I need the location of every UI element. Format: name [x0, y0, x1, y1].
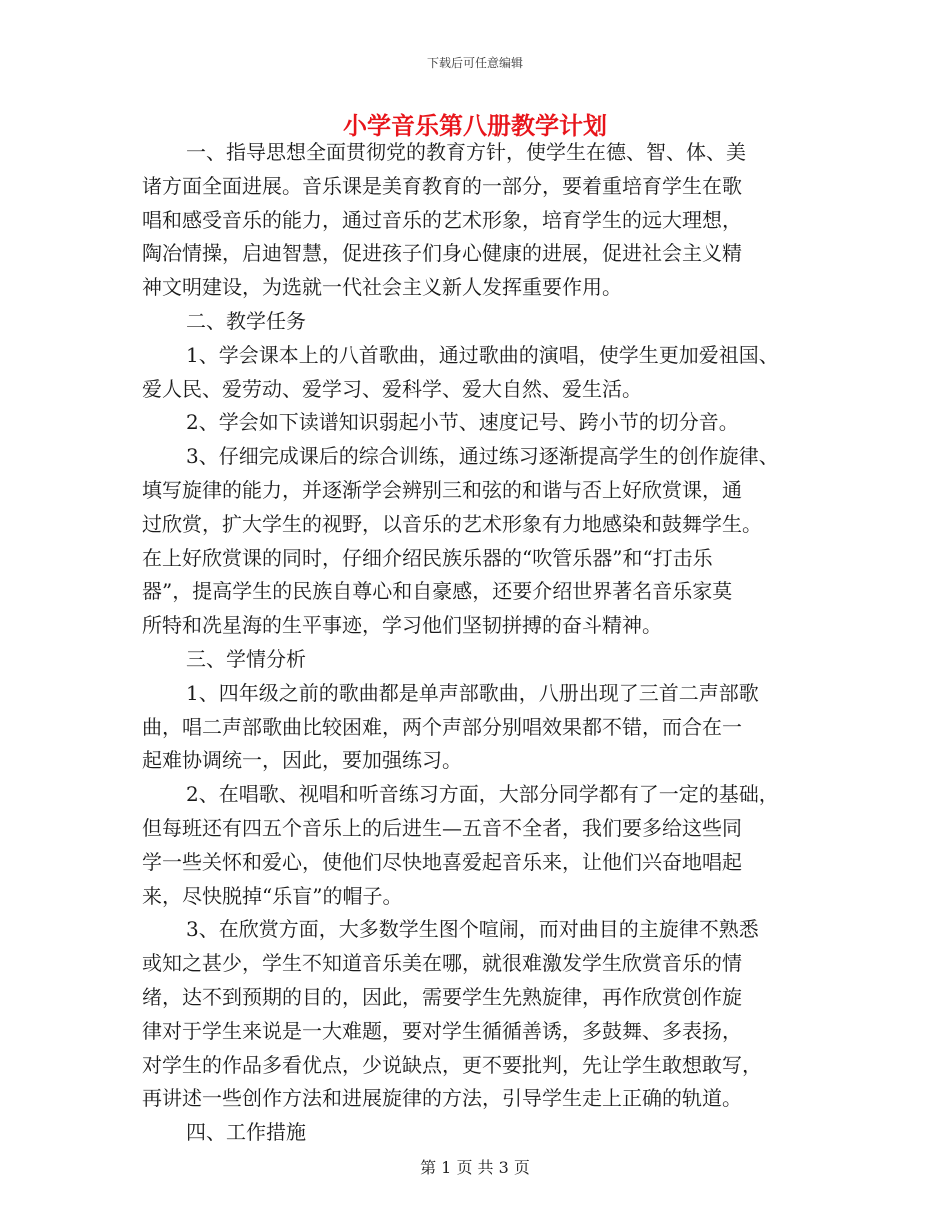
body-line: 来，尽快脱掉“乐盲”的帽子。: [142, 883, 403, 908]
section-heading: 三、学情分析: [186, 646, 306, 671]
body-line: 神文明建设，为选就一代社会主义新人发挥重要作用。: [142, 275, 622, 300]
document-body: [142, 136, 812, 1150]
body-line: 律对于学生来说是一大难题，要对学生循循善诱，多鼓舞、多表扬，: [142, 1018, 742, 1043]
body-line: 3、在欣赏方面，大多数学生图个喧闹，而对曲目的主旋律不熟悉: [186, 917, 759, 942]
section-heading: 四、工作措施: [186, 1120, 306, 1145]
body-line: 曲，唱二声部歌曲比较困难，两个声部分别唱效果都不错，而合在一: [142, 714, 742, 739]
body-line: 再讲述一些创作方法和进展旋律的方法，引导学生走上正确的轨道。: [142, 1086, 742, 1111]
body-line: 2、在唱歌、视唱和听音练习方面，大部分同学都有了一定的基础，: [186, 782, 779, 807]
document-title: 小学音乐第八册教学计划: [343, 111, 607, 140]
body-line: 或知之甚少，学生不知道音乐美在哪，就很难激发学生欣赏音乐的情: [142, 951, 742, 976]
body-line: 所特和冼星海的生平事迹，学习他们坚韧拼搏的奋斗精神。: [142, 613, 662, 638]
body-line: 在上好欣赏课的同时，仔细介绍民族乐器的“吹管乐器”和“打击乐: [142, 545, 713, 570]
body-line: 诸方面全面进展。音乐课是美育教育的一部分，要着重培育学生在歌: [142, 173, 742, 198]
body-line: 填写旋律的能力，并逐渐学会辨别三和弦的和谐与否上好欣赏课，通: [142, 477, 742, 502]
body-line: 3、仔细完成课后的综合训练，通过练习逐渐提高学生的创作旋律、: [186, 444, 779, 469]
body-line: 绪，达不到预期的目的，因此，需要学生先熟旋律，再作欣赏创作旋: [142, 984, 742, 1009]
body-line: 一、指导思想全面贯彻党的教育方针，使学生在德、智、体、美: [186, 140, 746, 164]
body-line: 爱人民、爱劳动、爱学习、爱科学、爱大自然、爱生活。: [142, 376, 642, 401]
body-line: 对学生的作品多看优点，少说缺点，更不要批判，先让学生敢想敢写，: [142, 1052, 762, 1077]
body-line: 1、学会课本上的八首歌曲，通过歌曲的演唱，使学生更加爱祖国、: [186, 342, 779, 367]
page-footer: 第 1 页 共 3 页: [420, 1158, 530, 1177]
body-line: 学一些关怀和爱心，使他们尽快地喜爱起音乐来，让他们兴奋地唱起: [142, 849, 742, 874]
body-line: 1、四年级之前的歌曲都是单声部歌曲，八册出现了三首二声部歌: [186, 680, 759, 705]
body-line: 2、学会如下读谱知识弱起小节、速度记号、跨小节的切分音。: [186, 410, 739, 435]
body-line: 但每班还有四五个音乐上的后进生—五音不全者，我们要多给这些同: [142, 815, 742, 840]
body-line: 器”，提高学生的民族自尊心和自豪感，还要介绍世界著名音乐家莫: [142, 579, 733, 604]
section-heading: 二、教学任务: [186, 308, 306, 333]
header-note: 下载后可任意编辑: [426, 56, 523, 70]
body-line: 过欣赏，扩大学生的视野，以音乐的艺术形象有力地感染和鼓舞学生。: [142, 511, 762, 536]
body-line: 唱和感受音乐的能力，通过音乐的艺术形象，培育学生的远大理想，: [142, 207, 742, 232]
body-line: 陶冶情操，启迪智慧，促进孩子们身心健康的进展，促进社会主义精: [142, 241, 742, 266]
body-line: 起难协调统一，因此，要加强练习。: [142, 748, 462, 773]
